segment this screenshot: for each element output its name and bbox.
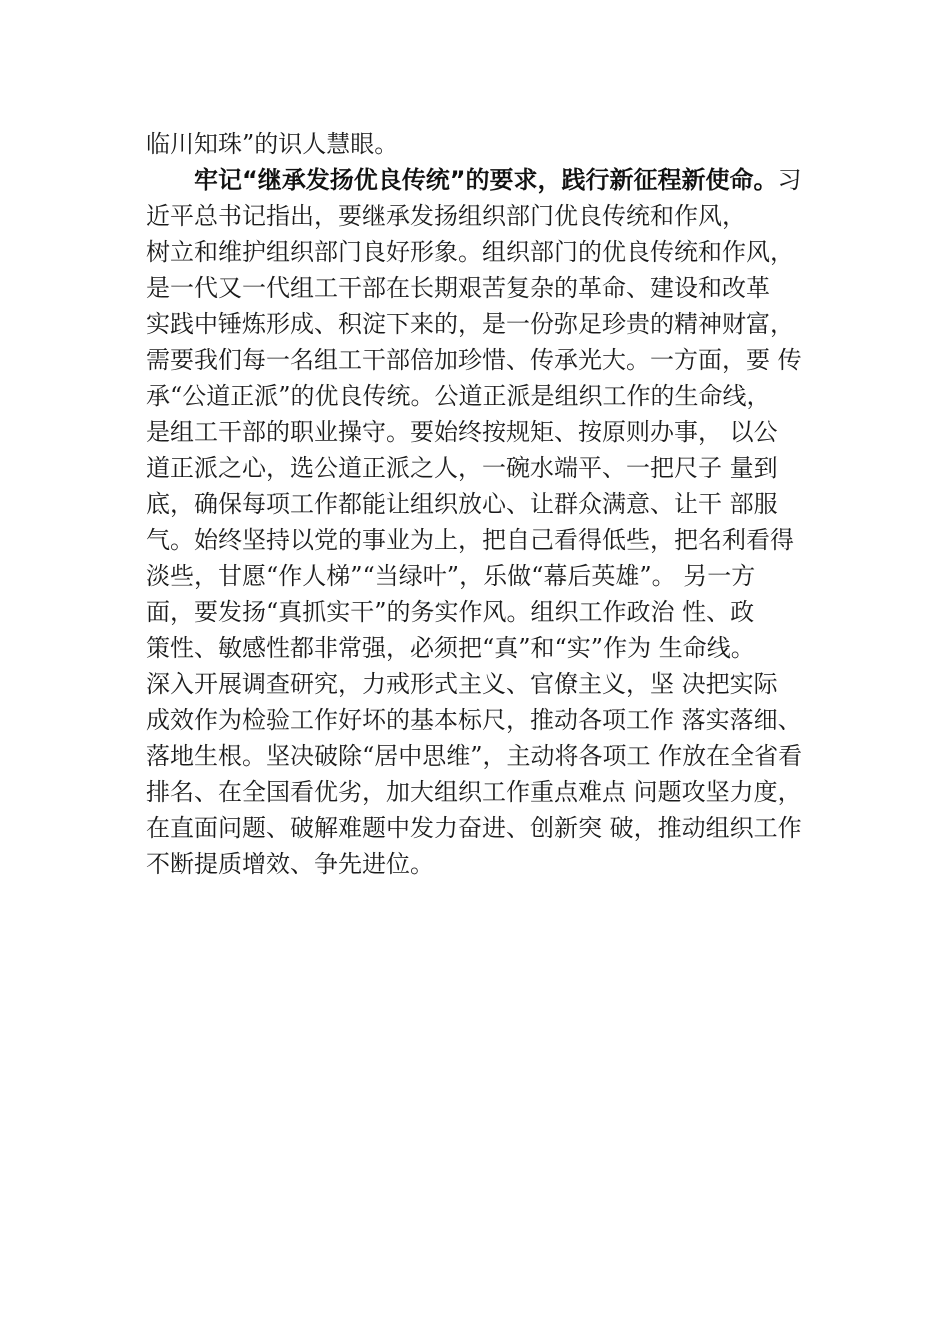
paragraph-line: 落地生根。坚决破除“居中思维”，主动将各项工 作放在全省看 [146, 742, 803, 770]
paragraph-line: 深入开展调查研究，力戒形式主义、官僚主义，坚 决把实际 [146, 670, 778, 698]
paragraph-lead-heading: 牢记“继承发扬优良传统”的要求，践行新征程新使命。 [194, 166, 778, 194]
paragraph-line: 排名、在全国看优劣，加大组织工作重点难点 问题攻坚力度， [146, 778, 802, 806]
paragraph-line: 面，要发扬“真抓实干”的务实作风。组织工作政治 性、政 [146, 598, 755, 626]
paragraph-line: 需要我们每一名组工干部倍加珍惜、传承光大。一方面，要 传 [146, 346, 802, 374]
paragraph-line: 策性、敏感性都非常强，必须把“真”和“实”作为 生命线。 [146, 634, 755, 662]
paragraph-line: 成效作为检验工作好坏的基本标尺，推动各项工作 落实落细、 [146, 706, 802, 734]
paragraph-line: 淡些，甘愿“作人梯”“当绿叶”，乐做“幕后英雄”。 另一方 [146, 562, 756, 590]
paragraph-line: 不断提质增效、争先进位。 [146, 850, 434, 878]
paragraph-line: 承“公道正派”的优良传统。公道正派是组织工作的生命线， [146, 382, 771, 410]
document-body [146, 126, 846, 882]
paragraph-line: 是组工干部的职业操守。要始终按规矩、按原则办事， 以公 [146, 418, 778, 446]
paragraph-line: 近平总书记指出，要继承发扬组织部门优良传统和作风， [146, 202, 746, 230]
paragraph-line: 临川知珠”的识人慧眼。 [146, 130, 399, 158]
paragraph-line: 是一代又一代组工干部在长期艰苦复杂的革命、建设和改革 [146, 274, 770, 302]
paragraph-line: 道正派之心，选公道正派之人，一碗水端平、一把尺子 量到 [146, 454, 778, 482]
paragraph-line: 在直面问题、破解难题中发力奋进、创新突 破，推动组织工作 [146, 814, 802, 842]
paragraph-line: 底，确保每项工作都能让组织放心、让群众满意、让干 部服 [146, 490, 778, 518]
paragraph-line: 气。始终坚持以党的事业为上，把自己看得低些，把名利看得 [146, 526, 794, 554]
paragraph-line: 树立和维护组织部门良好形象。组织部门的优良传统和作风， [146, 238, 794, 266]
paragraph-line-tail: 习 [777, 166, 802, 194]
paragraph-line: 实践中锤炼形成、积淀下来的，是一份弥足珍贵的精神财富， [146, 310, 794, 338]
paragraph-line [146, 162, 846, 198]
